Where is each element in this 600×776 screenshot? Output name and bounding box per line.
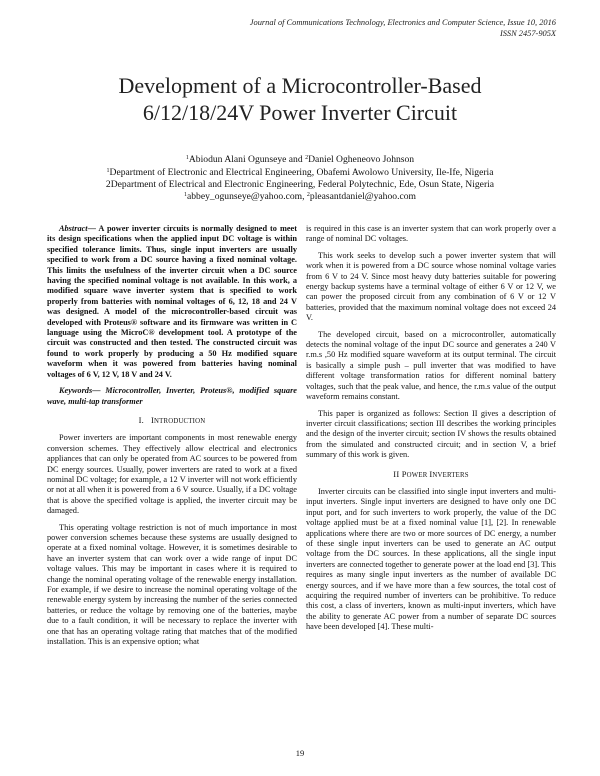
right-paragraph-5: Inverter circuits can be classified into single input inverters and multi-input inverters. Single input inverters are designed to have only one DC input port, and for such inverters to work properly, the value of the DC voltage applied must be at a fixed nominal value [1], [2]. In renewable applications where there are two or more sources of DC energy, a number of these single input inverters can be used to generate an AC output voltage from the DC sources. In these applications, all the single input inverters are connected together to generate power at the load end [3]. This requires as many single input inverters as the number of available DC energy sources, and if we have more than a few sources, the total cost of acquiring the required number of inverters can be prohibitive. To reduce this cost, a class of inverters, known as multi-input inverters, which have the ability to generate AC power from a number of separate DC sources have been developed [4]. These multi-: [306, 486, 556, 632]
author1-sup: 1: [185, 155, 189, 161]
section2-rest1: OWER: [406, 471, 430, 479]
section1-rest: NTRODUCTION: [154, 417, 206, 425]
author-emails: [40, 190, 560, 203]
section2-initial1: P: [401, 468, 407, 479]
aff1-text: Department of Electronic and Electrical Engineering, Obafemi Awolowo University, Ile-Ife, Nigeria: [109, 166, 494, 178]
email2: pleasantdaniel@yahoo.com: [309, 191, 416, 203]
aff1-sup: 1: [106, 167, 110, 174]
email1: abbey_ogunseye@yahoo.com,: [186, 191, 307, 203]
page-number: 19: [295, 748, 305, 758]
keywords: [47, 386, 297, 407]
right-paragraph-4: This paper is organized as follows: Section II gives a description of inverter circuit classifications; section III describes the working principles and the design of the inverter circuit; section IV shows the results obtained from the simulated and constructed circuit; and in section V, a brief summary of this work is given.: [306, 408, 556, 460]
abstract-label: Abstract: [59, 224, 88, 233]
section2-rest2: NVERTERS: [432, 471, 469, 479]
affiliation-1: [40, 166, 560, 179]
section1-initial: I: [151, 414, 155, 425]
right-paragraph-3: The developed circuit, based on a microcontroller, automatically detects the nominal voltage of the input DC source and generates a 240 V r.m.s ,50 Hz modified square waveform at its output terminal. The circuit is basically a simple push – pull inverter that was modified to have different voltage transformation ratios for different nominal battery voltages, such that the peak value, and hence, the r.m.s value of the output waveform remains constant.: [306, 329, 556, 402]
abstract-text: — A power inverter circuits is normally designed to meet its design specifications when the applied input DC voltage is within specified tolerance limits. Thus, single input inverters are usually specified to work from a DC source having a fixed nominal voltage. This limits the usefulness of the inverter circuit when a DC source having the specified nominal voltage is not available. In this work, a modified square wave inverter system that is specified to work properly from batteries with nominal voltages of 6, 12, 18 and 24 V was designed. A model of the microcontroller-based circuit was developed with Proteus® software and its firmware was written in C language using the MicroC® development tool. A prototype of the circuit was constructed and then tested. The constructed circuit was found to work properly by producing a 50 Hz modified square waveform when it was powered from batteries having nominal voltages of 6 V, 12 V, 18 V and 24 V.: [47, 224, 297, 379]
author-block: [40, 153, 560, 203]
journal-name: Journal of Communications Technology, Electronics and Computer Science, Issue 10, 2016: [249, 18, 556, 27]
intro-paragraph-2: This operating voltage restriction is not of much importance in most power conversion schemes because these systems are usually designed to operate at a fixed nominal voltage. However, it is sometimes desirable to have an inverter system that can work over a wide range of input DC voltage values. This may be important in cases where it is required to change the nominal operating voltage of the renewable energy installation. For example, if we desire to increase the nominal operating voltage of the renewable energy system by increasing the number of the series connected batteries, or reduce the voltage by removing one of the batteries, maybe due to a fault condition, it will be necessary to replace the inverter with one that has an operating voltage rating that matches that of the modified installation. This is an expensive option; what: [47, 522, 297, 647]
right-column: [306, 224, 556, 639]
section2-initial2: I: [429, 468, 433, 479]
email2-sup: 2: [306, 192, 310, 199]
author2-sup: 2: [305, 155, 309, 161]
title-line-1: Development of a Microcontroller-Based: [118, 73, 482, 98]
section-heading-power-inverters: [306, 469, 556, 481]
section-heading-introduction: [47, 415, 297, 427]
email1-sup: 1: [183, 192, 187, 199]
abstract: [47, 224, 297, 380]
section2-numeral: II: [393, 468, 400, 479]
aff2-num: 2: [105, 178, 111, 190]
intro-paragraph-1: Power inverters are important components in most renewable energy conversion schemes. They effectively allow electrical and electronics appliances that can only be operated from AC sources to be powered from DC energy sources. Usually, power inverters are rated to work at a fixed nominal DC voltage; for example, a 12 V inverter will not work efficiently or not at all when it is powered from a 6 V source. Usually, if a DC voltage that is above the specified voltage is applied, the inverter circuit may be damaged.: [47, 433, 297, 516]
section1-numeral: I.: [138, 414, 145, 425]
right-paragraph-1: is required in this case is an inverter system that can work properly over a range of nominal DC voltages.: [306, 224, 556, 244]
author1: Abiodun Alani Ogunseye and: [188, 154, 306, 165]
aff2-text: Department of Electrical and Electronic Engineering, Federal Polytechnic, Ede, Osun State, Nigeria: [110, 178, 495, 190]
issn: ISSN 2457-905X: [499, 28, 556, 38]
author2: Daniel Ogheneovo Johnson: [308, 154, 415, 165]
paper-title: [40, 72, 560, 126]
title-line-2: 6/12/18/24V Power Inverter Circuit: [142, 100, 458, 125]
affiliation-2: [40, 179, 560, 191]
journal-header: [250, 18, 556, 39]
left-column: [47, 224, 297, 653]
keywords-text: — Microcontroller, Inverter, Proteus®, modified square wave, multi-tap transformer: [47, 386, 297, 406]
author-names: [40, 153, 560, 166]
right-paragraph-2: This work seeks to develop such a power inverter system that will work when it is powered from a DC source whose nominal voltage varies from 6 V to 24 V. Since most heavy duty batteries suitable for powering energy backup systems have a terminal voltage of either 6 V or 12 V, we can power the proposed circuit from any combination of 6 V or 12 V batteries, provided that the maximum nominal voltage does not exceed 24 V.: [306, 250, 556, 323]
keywords-label: Keywords: [59, 386, 93, 396]
